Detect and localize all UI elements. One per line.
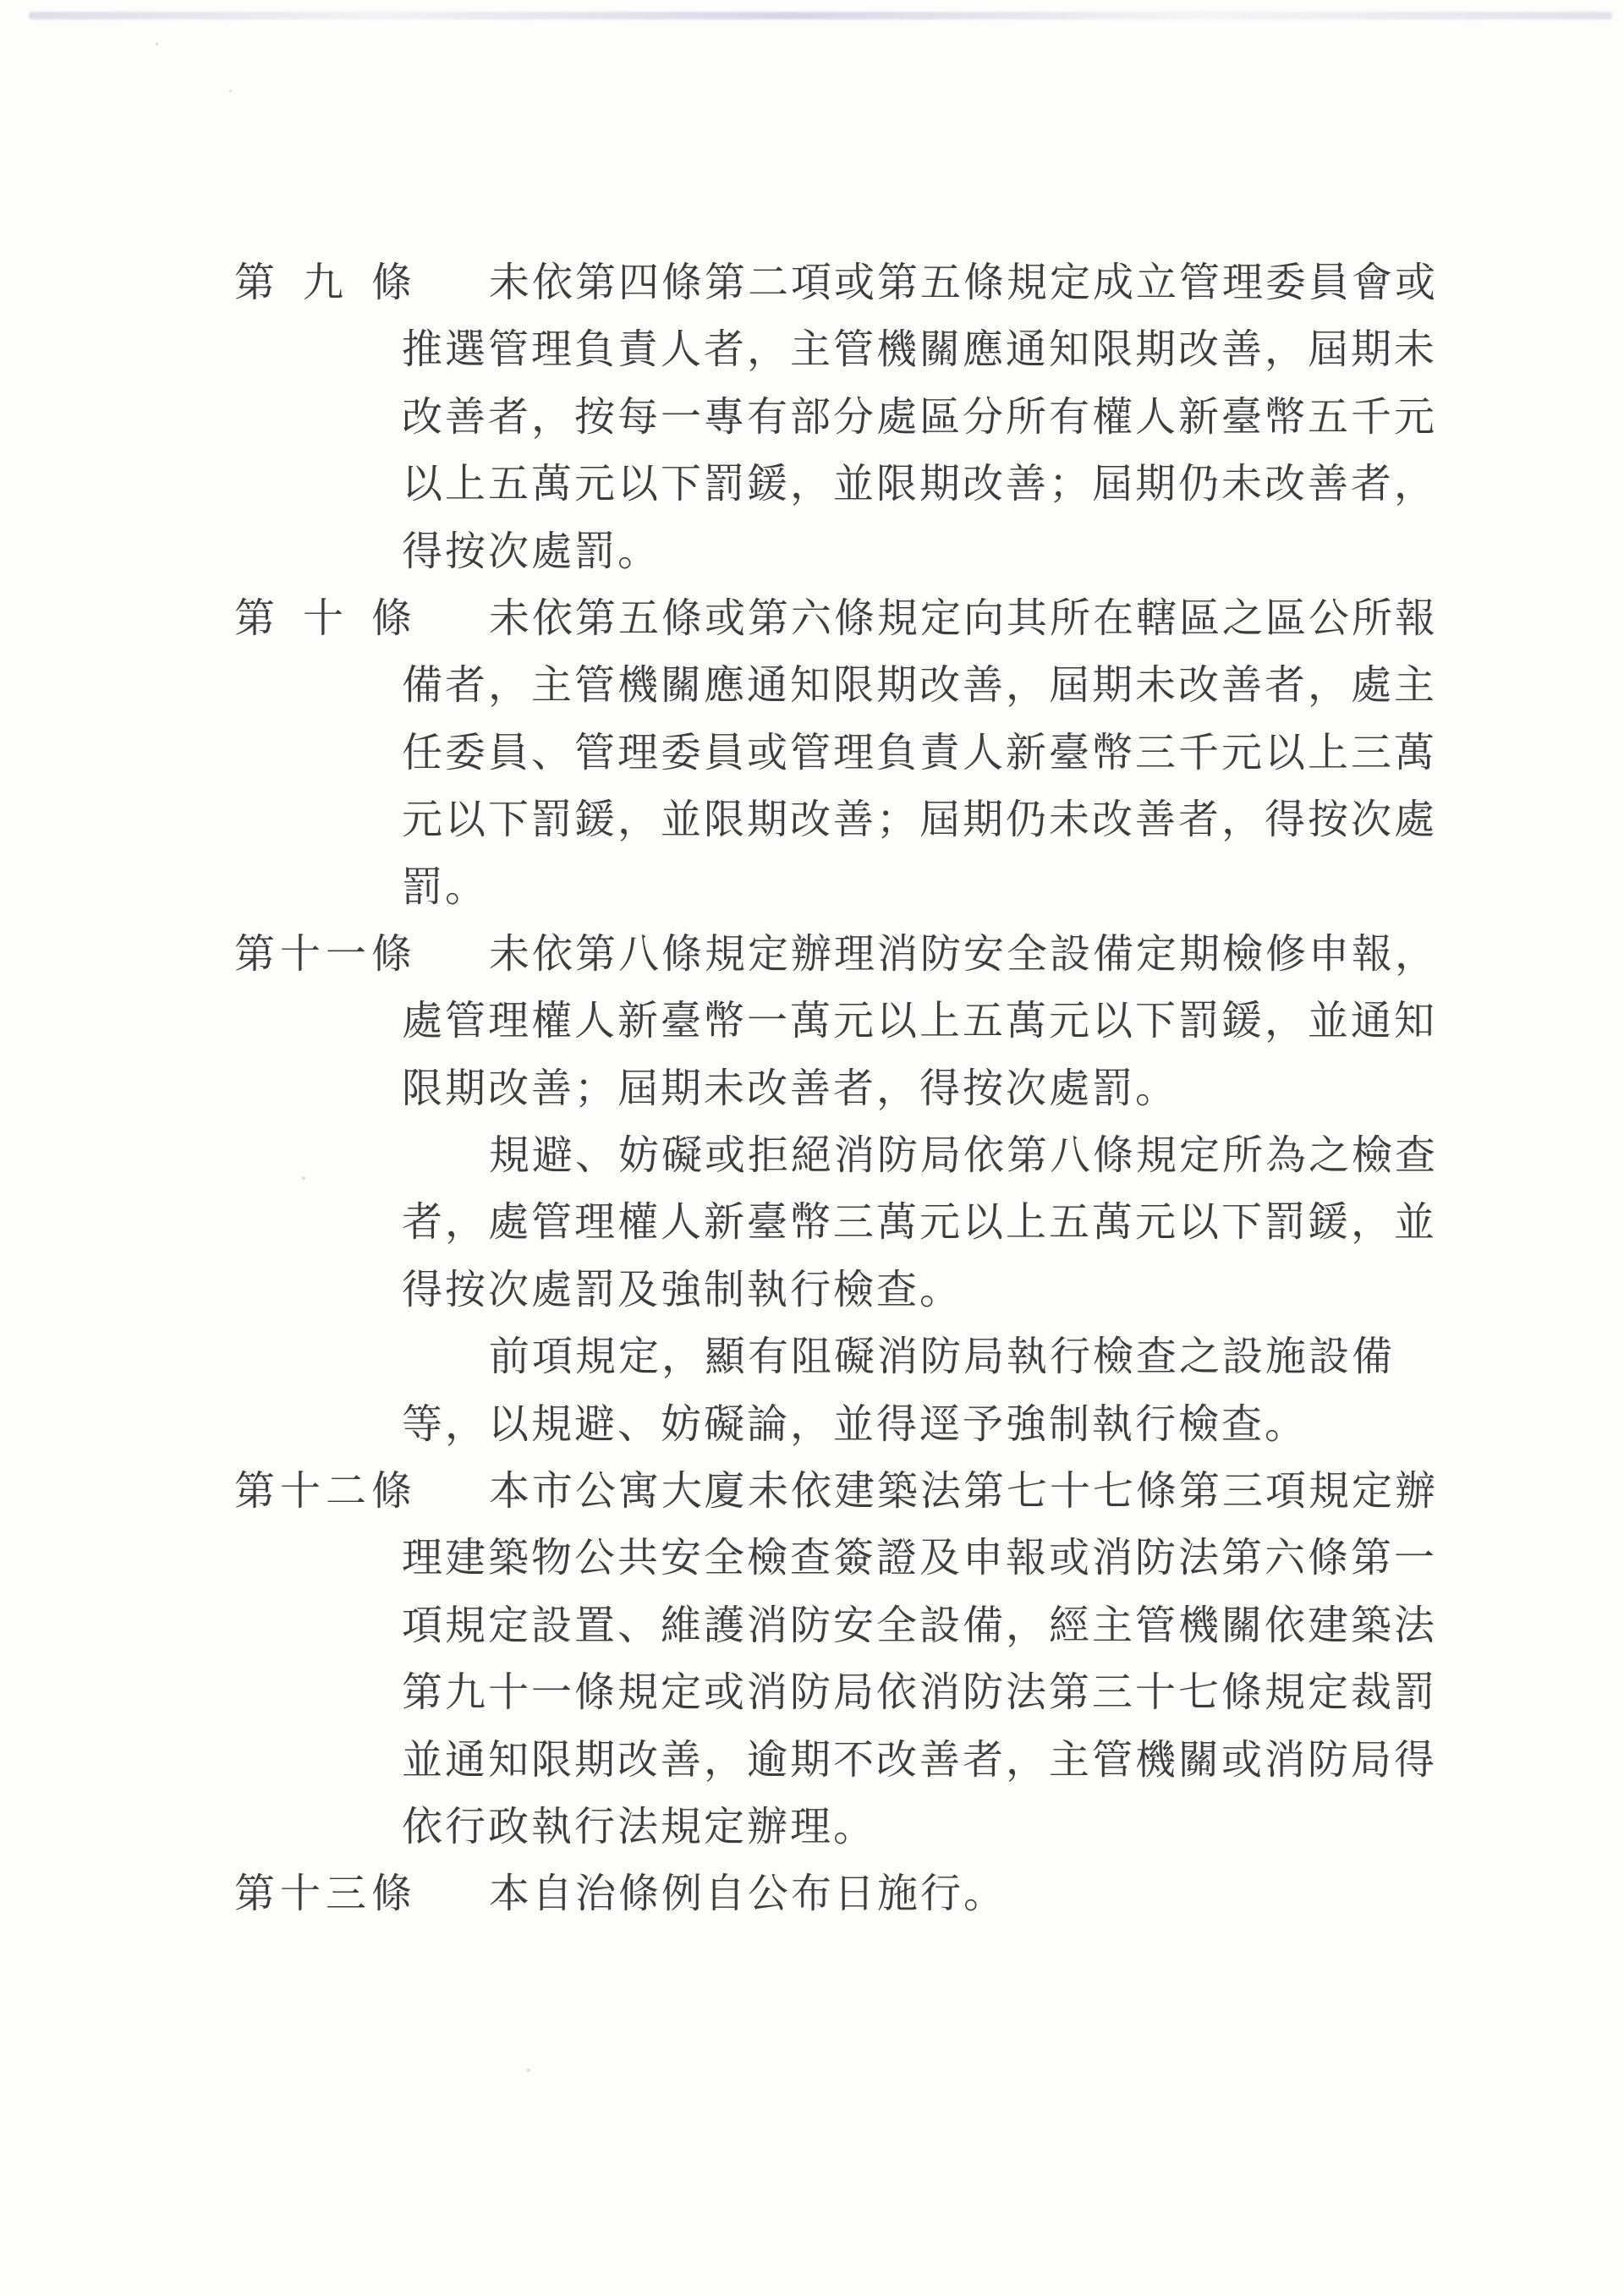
doc-line (0, 854, 1624, 921)
article-line-text: 得按次處罰及強制執行檢查。 (402, 1267, 963, 1312)
doc-line (0, 1323, 1624, 1390)
article-line-text: 未依第五條或第六條規定向其所在轄區之區公所報 (489, 595, 1439, 641)
article-line-text: 理建築物公共安全檢查簽證及申報或消防法第六條第一 (402, 1536, 1438, 1581)
doc-line (0, 1860, 1624, 1927)
article-line-text: 以上五萬元以下罰鍰，並限期改善；屆期仍未改善者， (402, 462, 1438, 507)
doc-line (0, 1592, 1624, 1659)
article-number: 第十三條 (234, 1871, 418, 1917)
doc-line (0, 585, 1624, 652)
doc-line (0, 316, 1624, 383)
document-body (0, 249, 1624, 1928)
article-number: 第十一條 (234, 931, 418, 977)
doc-line (0, 1257, 1624, 1323)
doc-line (0, 249, 1624, 316)
article-line-text: 備者，主管機關應通知限期改善，屆期未改善者，處主 (402, 663, 1438, 709)
doc-line (0, 1458, 1624, 1525)
article-line-text: 者，處管理權人新臺幣三萬元以上五萬元以下罰鍰，並 (402, 1200, 1438, 1246)
article-line-text: 規避、妨礙或拒絕消防局依第八條規定所為之檢查 (489, 1133, 1439, 1179)
article-12 (0, 1458, 1624, 1860)
article-line-text: 處管理權人新臺幣一萬元以上五萬元以下罰鍰，並通知 (402, 999, 1438, 1044)
doc-line (0, 451, 1624, 518)
article-line-text: 推選管理負責人者，主管機關應通知限期改善，屆期未 (402, 327, 1438, 373)
doc-line (0, 1391, 1624, 1458)
doc-line (0, 384, 1624, 451)
article-line-text: 並通知限期改善，逾期不改善者，主管機關或消防局得 (402, 1737, 1438, 1783)
article-13 (0, 1860, 1624, 1927)
doc-line (0, 1659, 1624, 1726)
scan-speck (156, 42, 158, 46)
doc-line (0, 720, 1624, 786)
doc-line (0, 518, 1624, 585)
doc-line (0, 1122, 1624, 1189)
scan-speck (527, 2069, 530, 2072)
article-line-text: 任委員、管理委員或管理負責人新臺幣三千元以上三萬 (402, 730, 1438, 775)
article-line-text: 元以下罰鍰，並限期改善；屆期仍未改善者，得按次處 (402, 797, 1438, 843)
scan-artifact-band (29, 12, 1612, 19)
article-line-text: 罰。 (402, 864, 489, 910)
article-10 (0, 585, 1624, 921)
doc-line (0, 652, 1624, 719)
doc-line (0, 921, 1624, 988)
scan-speck (229, 90, 232, 92)
article-line-text: 項規定設置、維護消防安全設備，經主管機關依建築法 (402, 1603, 1438, 1648)
doc-line (0, 786, 1624, 853)
article-9 (0, 249, 1624, 585)
article-line-text: 本市公寓大廈未依建築法第七十七條第三項規定辦 (489, 1469, 1439, 1515)
article-line-text: 未依第八條規定辦理消防安全設備定期檢修申報， (489, 931, 1439, 977)
doc-line (0, 988, 1624, 1055)
article-line-text: 改善者，按每一專有部分處區分所有權人新臺幣五千元 (402, 394, 1438, 440)
article-line-text: 未依第四條第二項或第五條規定成立管理委員會或 (489, 260, 1439, 305)
article-number: 第十二條 (234, 1469, 418, 1515)
doc-line (0, 1727, 1624, 1794)
article-11 (0, 921, 1624, 1458)
article-line-text: 依行政執行法規定辦理。 (402, 1804, 877, 1849)
doc-line (0, 1525, 1624, 1592)
article-number: 第十條 (234, 595, 441, 641)
article-line-text: 限期改善；屆期未改善者，得按次處罰。 (402, 1066, 1179, 1111)
doc-line (0, 1055, 1624, 1122)
doc-line (0, 1189, 1624, 1256)
article-line-text: 得按次處罰。 (402, 529, 661, 574)
doc-line (0, 1794, 1624, 1860)
article-line-text: 第九十一條規定或消防局依消防法第三十七條規定裁罰 (402, 1670, 1438, 1716)
article-number: 第九條 (234, 260, 441, 305)
article-line-text: 本自治條例自公布日施行。 (489, 1871, 1007, 1917)
article-line-text: 等，以規避、妨礙論，並得逕予強制執行檢查。 (402, 1401, 1309, 1447)
article-line-text: 前項規定，顯有阻礙消防局執行檢查之設施設備 (489, 1334, 1396, 1380)
